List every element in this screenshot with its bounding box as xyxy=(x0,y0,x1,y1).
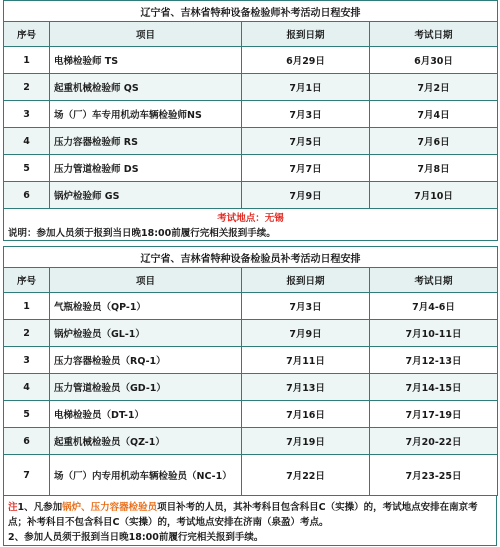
row-item: 压力容器检验员（RQ-1） xyxy=(50,347,242,374)
row-seq: 3 xyxy=(4,347,50,374)
footnote-marker: 注 xyxy=(8,502,18,513)
row-report-date: 7月22日 xyxy=(242,455,370,496)
header-report-date: 报到日期 xyxy=(242,268,370,293)
header-item: 项目 xyxy=(50,268,242,293)
table-row xyxy=(4,128,498,155)
exam-location: 考试地点：无锡 xyxy=(4,209,498,225)
footnote-text: 项目补考的人员，其补考科目包含科目C（实操）的，考试地点安排在南京考点；补考科目不包含科目C（实操）的，考试地点安排在济南（泉盈）考点。 xyxy=(8,502,478,528)
row-report-date: 7月9日 xyxy=(242,182,370,209)
header-seq: 序号 xyxy=(4,268,50,293)
footnote xyxy=(3,496,497,546)
table-row xyxy=(4,428,498,455)
table-row xyxy=(4,155,498,182)
header-exam-date: 考试日期 xyxy=(370,22,498,47)
row-report-date: 7月16日 xyxy=(242,401,370,428)
row-exam-date: 7月6日 xyxy=(370,128,498,155)
table-row xyxy=(4,374,498,401)
row-item: 压力容器检验师 RS xyxy=(50,128,242,155)
row-exam-date: 7月10日 xyxy=(370,182,498,209)
row-seq: 1 xyxy=(4,47,50,74)
row-seq: 2 xyxy=(4,320,50,347)
footnote-text: 1、凡参加 xyxy=(17,502,63,513)
row-report-date: 7月13日 xyxy=(242,374,370,401)
header-exam-date: 考试日期 xyxy=(370,268,498,293)
table-row xyxy=(4,347,498,374)
row-exam-date: 7月17-19日 xyxy=(370,401,498,428)
inspector-staff-schedule-table xyxy=(3,246,498,496)
row-report-date: 7月5日 xyxy=(242,128,370,155)
table2-title: 辽宁省、吉林省特种设备检验员补考活动日程安排 xyxy=(4,247,498,268)
row-item: 场（厂）内专用机动车辆检验员（NC-1） xyxy=(50,455,242,496)
row-exam-date: 7月12-13日 xyxy=(370,347,498,374)
schedule-document xyxy=(3,0,497,546)
table-row xyxy=(4,47,498,74)
row-report-date: 7月19日 xyxy=(242,428,370,455)
row-report-date: 7月1日 xyxy=(242,74,370,101)
table-row xyxy=(4,401,498,428)
row-item: 场（厂）车专用机动车辆检验师NS xyxy=(50,101,242,128)
row-report-date: 7月11日 xyxy=(242,347,370,374)
footnote-highlight: 锅炉、压力容器检验员 xyxy=(62,502,158,513)
header-seq: 序号 xyxy=(4,22,50,47)
row-exam-date: 7月2日 xyxy=(370,74,498,101)
row-item: 气瓶检验员（QP-1） xyxy=(50,293,242,320)
header-item: 项目 xyxy=(50,22,242,47)
table-row xyxy=(4,182,498,209)
row-item: 起重机械检验师 QS xyxy=(50,74,242,101)
table-row xyxy=(4,74,498,101)
row-item: 电梯检验员（DT-1） xyxy=(50,401,242,428)
row-seq: 5 xyxy=(4,401,50,428)
row-item: 起重机械检验员（QZ-1） xyxy=(50,428,242,455)
row-item: 压力管道检验师 DS xyxy=(50,155,242,182)
table1-title: 辽宁省、吉林省特种设备检验师补考活动日程安排 xyxy=(4,1,498,22)
row-seq: 2 xyxy=(4,74,50,101)
row-seq: 6 xyxy=(4,428,50,455)
table2-header-row xyxy=(4,268,498,293)
row-item: 电梯检验师 TS xyxy=(50,47,242,74)
row-exam-date: 7月14-15日 xyxy=(370,374,498,401)
row-seq: 3 xyxy=(4,101,50,128)
row-exam-date: 7月23-25日 xyxy=(370,455,498,496)
row-exam-date: 7月10-11日 xyxy=(370,320,498,347)
row-seq: 7 xyxy=(4,455,50,496)
row-seq: 6 xyxy=(4,182,50,209)
table1-note: 说明：参加人员须于报到当日晚18:00前履行完相关报到手续。 xyxy=(4,224,498,241)
row-seq: 4 xyxy=(4,374,50,401)
inspector-schedule-table xyxy=(3,0,498,241)
table-row xyxy=(4,101,498,128)
footnote-line-1 xyxy=(8,500,492,530)
row-item: 锅炉检验师 GS xyxy=(50,182,242,209)
row-seq: 4 xyxy=(4,128,50,155)
row-item: 压力管道检验员（GD-1） xyxy=(50,374,242,401)
row-exam-date: 7月8日 xyxy=(370,155,498,182)
row-report-date: 7月7日 xyxy=(242,155,370,182)
table-row xyxy=(4,455,498,496)
row-item: 锅炉检验员（GL-1） xyxy=(50,320,242,347)
row-report-date: 7月9日 xyxy=(242,320,370,347)
row-exam-date: 7月4日 xyxy=(370,101,498,128)
row-exam-date: 7月20-22日 xyxy=(370,428,498,455)
header-report-date: 报到日期 xyxy=(242,22,370,47)
row-exam-date: 6月30日 xyxy=(370,47,498,74)
row-exam-date: 7月4-6日 xyxy=(370,293,498,320)
row-report-date: 6月29日 xyxy=(242,47,370,74)
row-report-date: 7月3日 xyxy=(242,293,370,320)
table1-header-row xyxy=(4,22,498,47)
row-seq: 5 xyxy=(4,155,50,182)
row-report-date: 7月3日 xyxy=(242,101,370,128)
table-row xyxy=(4,320,498,347)
table-row xyxy=(4,293,498,320)
row-seq: 1 xyxy=(4,293,50,320)
footnote-line-2: 2、参加人员须于报到当日晚18:00前履行完相关报到手续。 xyxy=(8,532,264,543)
